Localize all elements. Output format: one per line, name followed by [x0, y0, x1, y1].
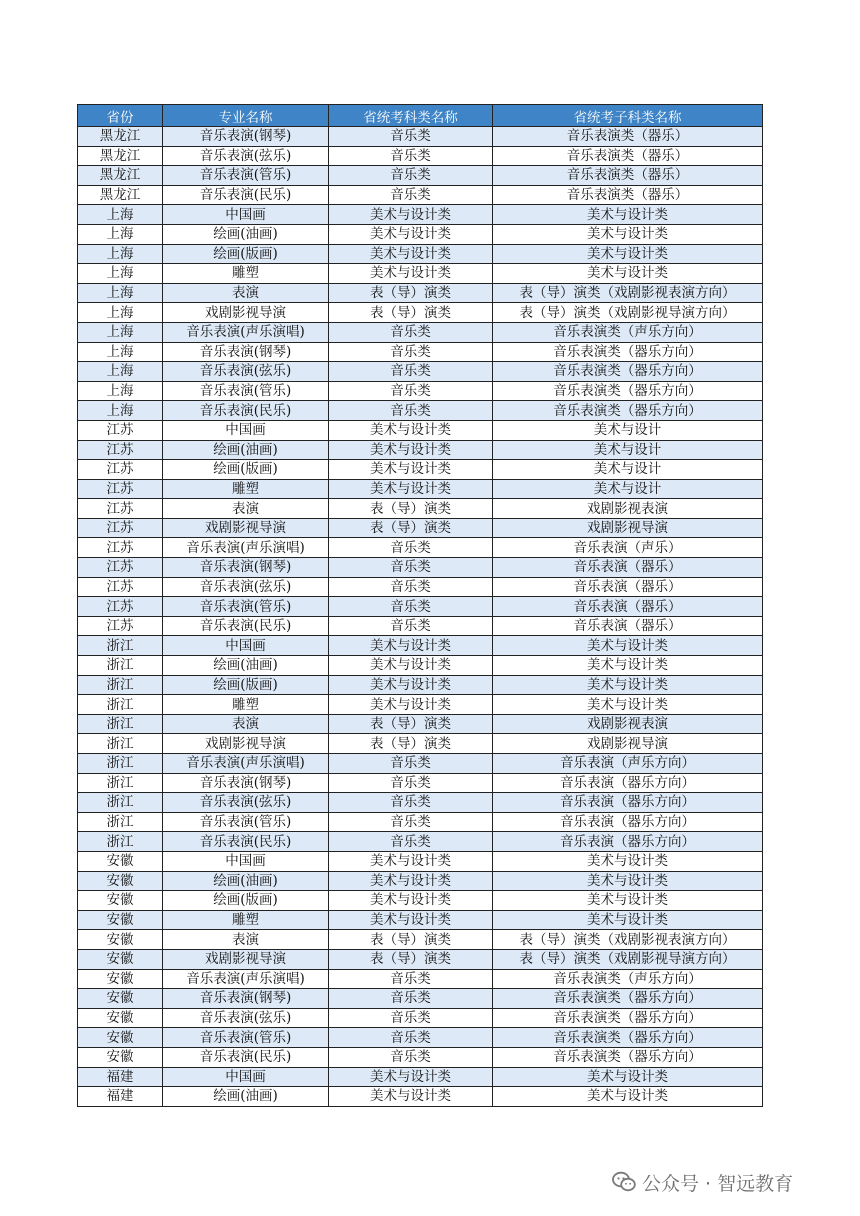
cell-province: 上海	[78, 283, 163, 303]
cell-major: 音乐表演(钢琴)	[163, 127, 329, 147]
cell-category: 美术与设计类	[329, 440, 493, 460]
cell-major: 中国画	[163, 636, 329, 656]
cell-subcategory: 表（导）演类（戏剧影视表演方向）	[493, 283, 763, 303]
cell-province: 浙江	[78, 812, 163, 832]
cell-category: 美术与设计类	[329, 695, 493, 715]
table-row	[78, 793, 763, 813]
table-row	[78, 381, 763, 401]
cell-category: 音乐类	[329, 401, 493, 421]
cell-subcategory: 戏剧影视导演	[493, 518, 763, 538]
cell-category: 美术与设计类	[329, 851, 493, 871]
table-row	[78, 754, 763, 774]
cell-province: 安徽	[78, 910, 163, 930]
wechat-icon	[612, 1171, 636, 1193]
cell-subcategory: 美术与设计类	[493, 695, 763, 715]
cell-major: 戏剧影视导演	[163, 949, 329, 969]
cell-subcategory: 音乐表演类（器乐方向）	[493, 1028, 763, 1048]
cell-category: 美术与设计类	[329, 675, 493, 695]
cell-province: 黑龙江	[78, 146, 163, 166]
cell-province: 上海	[78, 303, 163, 323]
cell-subcategory: 音乐表演类（器乐方向）	[493, 1008, 763, 1028]
cell-major: 中国画	[163, 205, 329, 225]
table-row	[78, 401, 763, 421]
cell-province: 黑龙江	[78, 166, 163, 186]
cell-major: 绘画(油画)	[163, 871, 329, 891]
cell-province: 安徽	[78, 871, 163, 891]
table-row	[78, 440, 763, 460]
table-row	[78, 989, 763, 1009]
cell-subcategory: 音乐表演（器乐）	[493, 597, 763, 617]
table-row	[78, 969, 763, 989]
table-row	[78, 1067, 763, 1087]
table-row	[78, 930, 763, 950]
table-row	[78, 714, 763, 734]
table-row	[78, 224, 763, 244]
cell-province: 安徽	[78, 949, 163, 969]
cell-category: 表（导）演类	[329, 283, 493, 303]
cell-major: 音乐表演(弦乐)	[163, 1008, 329, 1028]
cell-subcategory: 音乐表演（器乐方向）	[493, 793, 763, 813]
cell-subcategory: 美术与设计	[493, 420, 763, 440]
table-row	[78, 656, 763, 676]
cell-province: 江苏	[78, 440, 163, 460]
cell-category: 表（导）演类	[329, 930, 493, 950]
cell-major: 雕塑	[163, 910, 329, 930]
cell-subcategory: 戏剧影视表演	[493, 499, 763, 519]
cell-category: 美术与设计类	[329, 224, 493, 244]
header-category: 省统考科类名称	[329, 105, 493, 127]
cell-major: 音乐表演(钢琴)	[163, 342, 329, 362]
cell-subcategory: 音乐表演类（器乐）	[493, 127, 763, 147]
cell-category: 美术与设计类	[329, 244, 493, 264]
cell-major: 戏剧影视导演	[163, 518, 329, 538]
cell-major: 表演	[163, 499, 329, 519]
cell-province: 上海	[78, 205, 163, 225]
cell-province: 江苏	[78, 499, 163, 519]
cell-category: 音乐类	[329, 1047, 493, 1067]
cell-subcategory: 美术与设计	[493, 460, 763, 480]
table-row	[78, 1047, 763, 1067]
cell-category: 音乐类	[329, 127, 493, 147]
cell-province: 上海	[78, 322, 163, 342]
cell-subcategory: 美术与设计类	[493, 205, 763, 225]
cell-subcategory: 音乐表演类（器乐方向）	[493, 342, 763, 362]
cell-subcategory: 美术与设计类	[493, 910, 763, 930]
cell-category: 音乐类	[329, 342, 493, 362]
cell-subcategory: 音乐表演（器乐方向）	[493, 812, 763, 832]
cell-major: 雕塑	[163, 695, 329, 715]
cell-category: 美术与设计类	[329, 891, 493, 911]
cell-major: 音乐表演(民乐)	[163, 185, 329, 205]
cell-subcategory: 美术与设计类	[493, 891, 763, 911]
cell-category: 音乐类	[329, 166, 493, 186]
cell-category: 音乐类	[329, 577, 493, 597]
cell-subcategory: 美术与设计类	[493, 851, 763, 871]
cell-major: 音乐表演(管乐)	[163, 166, 329, 186]
cell-major: 戏剧影视导演	[163, 303, 329, 323]
cell-province: 浙江	[78, 734, 163, 754]
cell-major: 音乐表演(钢琴)	[163, 558, 329, 578]
cell-category: 音乐类	[329, 362, 493, 382]
cell-province: 浙江	[78, 636, 163, 656]
cell-major: 音乐表演(钢琴)	[163, 989, 329, 1009]
cell-subcategory: 美术与设计类	[493, 244, 763, 264]
cell-category: 音乐类	[329, 1028, 493, 1048]
cell-province: 江苏	[78, 479, 163, 499]
cell-category: 美术与设计类	[329, 264, 493, 284]
cell-province: 江苏	[78, 460, 163, 480]
cell-major: 绘画(油画)	[163, 224, 329, 244]
cell-category: 表（导）演类	[329, 714, 493, 734]
cell-category: 表（导）演类	[329, 949, 493, 969]
cell-major: 绘画(版画)	[163, 891, 329, 911]
table-row	[78, 499, 763, 519]
cell-category: 音乐类	[329, 989, 493, 1009]
table-row	[78, 362, 763, 382]
cell-major: 音乐表演(弦乐)	[163, 362, 329, 382]
table-row	[78, 185, 763, 205]
table-body	[78, 127, 763, 1107]
table-row	[78, 851, 763, 871]
cell-major: 音乐表演(管乐)	[163, 381, 329, 401]
cell-subcategory: 音乐表演类（声乐方向）	[493, 969, 763, 989]
table-row	[78, 322, 763, 342]
cell-province: 黑龙江	[78, 185, 163, 205]
cell-subcategory: 音乐表演类（器乐）	[493, 185, 763, 205]
cell-subcategory: 美术与设计类	[493, 1087, 763, 1107]
cell-subcategory: 音乐表演类（器乐方向）	[493, 989, 763, 1009]
cell-subcategory: 美术与设计类	[493, 656, 763, 676]
table-row	[78, 597, 763, 617]
cell-major: 绘画(版画)	[163, 460, 329, 480]
table-row	[78, 1028, 763, 1048]
cell-province: 安徽	[78, 1047, 163, 1067]
cell-category: 美术与设计类	[329, 656, 493, 676]
cell-category: 表（导）演类	[329, 499, 493, 519]
cell-major: 戏剧影视导演	[163, 734, 329, 754]
table-row	[78, 146, 763, 166]
header-row	[78, 105, 763, 127]
cell-major: 音乐表演(民乐)	[163, 832, 329, 852]
cell-category: 美术与设计类	[329, 1067, 493, 1087]
cell-province: 上海	[78, 244, 163, 264]
table-row	[78, 695, 763, 715]
table-row	[78, 1008, 763, 1028]
table-row	[78, 303, 763, 323]
cell-major: 中国画	[163, 420, 329, 440]
table-header	[78, 105, 763, 127]
cell-category: 美术与设计类	[329, 1087, 493, 1107]
cell-province: 安徽	[78, 1028, 163, 1048]
cell-province: 浙江	[78, 754, 163, 774]
table-row	[78, 891, 763, 911]
cell-major: 音乐表演(民乐)	[163, 616, 329, 636]
header-province: 省份	[78, 105, 163, 127]
watermark	[612, 1168, 793, 1196]
table-row	[78, 283, 763, 303]
table-row	[78, 460, 763, 480]
cell-subcategory: 美术与设计类	[493, 224, 763, 244]
cell-major: 雕塑	[163, 479, 329, 499]
table-row	[78, 949, 763, 969]
table-row	[78, 871, 763, 891]
cell-major: 音乐表演(弦乐)	[163, 793, 329, 813]
cell-subcategory: 音乐表演类（器乐）	[493, 166, 763, 186]
cell-category: 音乐类	[329, 754, 493, 774]
table-row	[78, 518, 763, 538]
cell-major: 绘画(版画)	[163, 244, 329, 264]
art-major-table	[77, 104, 763, 1107]
cell-category: 音乐类	[329, 832, 493, 852]
table-row	[78, 734, 763, 754]
cell-subcategory: 表（导）演类（戏剧影视导演方向）	[493, 303, 763, 323]
table-row	[78, 910, 763, 930]
cell-subcategory: 美术与设计类	[493, 675, 763, 695]
cell-category: 美术与设计类	[329, 420, 493, 440]
cell-major: 表演	[163, 930, 329, 950]
cell-major: 绘画(油画)	[163, 440, 329, 460]
cell-subcategory: 表（导）演类（戏剧影视导演方向）	[493, 949, 763, 969]
table-row	[78, 538, 763, 558]
cell-subcategory: 音乐表演类（器乐）	[493, 146, 763, 166]
cell-category: 表（导）演类	[329, 734, 493, 754]
table-row	[78, 636, 763, 656]
cell-province: 安徽	[78, 989, 163, 1009]
cell-category: 音乐类	[329, 1008, 493, 1028]
cell-category: 音乐类	[329, 146, 493, 166]
cell-major: 表演	[163, 283, 329, 303]
cell-major: 音乐表演(声乐演唱)	[163, 754, 329, 774]
cell-province: 安徽	[78, 891, 163, 911]
cell-subcategory: 音乐表演（器乐）	[493, 616, 763, 636]
cell-major: 音乐表演(弦乐)	[163, 146, 329, 166]
cell-subcategory: 美术与设计	[493, 440, 763, 460]
table-row	[78, 832, 763, 852]
cell-major: 雕塑	[163, 264, 329, 284]
cell-subcategory: 音乐表演类（器乐方向）	[493, 401, 763, 421]
cell-subcategory: 音乐表演（器乐方向）	[493, 832, 763, 852]
cell-category: 美术与设计类	[329, 205, 493, 225]
cell-major: 中国画	[163, 1067, 329, 1087]
cell-subcategory: 音乐表演类（器乐方向）	[493, 362, 763, 382]
cell-category: 表（导）演类	[329, 303, 493, 323]
cell-subcategory: 美术与设计	[493, 479, 763, 499]
table-row	[78, 342, 763, 362]
cell-province: 安徽	[78, 1008, 163, 1028]
cell-subcategory: 美术与设计类	[493, 1067, 763, 1087]
cell-province: 江苏	[78, 420, 163, 440]
cell-major: 音乐表演(声乐演唱)	[163, 969, 329, 989]
cell-category: 音乐类	[329, 793, 493, 813]
cell-major: 表演	[163, 714, 329, 734]
cell-major: 音乐表演(声乐演唱)	[163, 538, 329, 558]
cell-subcategory: 戏剧影视导演	[493, 734, 763, 754]
cell-province: 黑龙江	[78, 127, 163, 147]
cell-subcategory: 音乐表演（器乐）	[493, 558, 763, 578]
cell-category: 音乐类	[329, 381, 493, 401]
table-row	[78, 558, 763, 578]
cell-province: 浙江	[78, 656, 163, 676]
cell-subcategory: 音乐表演类（器乐方向）	[493, 1047, 763, 1067]
watermark-text: 公众号 · 智远教育	[642, 1172, 794, 1195]
cell-province: 浙江	[78, 714, 163, 734]
cell-category: 美术与设计类	[329, 479, 493, 499]
cell-category: 音乐类	[329, 597, 493, 617]
cell-major: 音乐表演(民乐)	[163, 1047, 329, 1067]
cell-province: 江苏	[78, 538, 163, 558]
table-row	[78, 205, 763, 225]
table-row	[78, 166, 763, 186]
header-subcategory: 省统考子科类名称	[493, 105, 763, 127]
cell-major: 音乐表演(声乐演唱)	[163, 322, 329, 342]
cell-category: 美术与设计类	[329, 910, 493, 930]
cell-category: 音乐类	[329, 773, 493, 793]
table-row	[78, 127, 763, 147]
cell-subcategory: 音乐表演（器乐方向）	[493, 773, 763, 793]
cell-category: 美术与设计类	[329, 460, 493, 480]
cell-major: 中国画	[163, 851, 329, 871]
cell-category: 音乐类	[329, 812, 493, 832]
table-container	[77, 104, 762, 1107]
cell-province: 江苏	[78, 558, 163, 578]
cell-subcategory: 音乐表演类（声乐方向）	[493, 322, 763, 342]
cell-province: 安徽	[78, 851, 163, 871]
cell-subcategory: 美术与设计类	[493, 871, 763, 891]
table-row	[78, 420, 763, 440]
cell-province: 上海	[78, 401, 163, 421]
cell-subcategory: 音乐表演类（器乐方向）	[493, 381, 763, 401]
cell-major: 绘画(油画)	[163, 1087, 329, 1107]
cell-province: 安徽	[78, 930, 163, 950]
cell-province: 福建	[78, 1087, 163, 1107]
table-row	[78, 577, 763, 597]
table-row	[78, 675, 763, 695]
cell-major: 音乐表演(民乐)	[163, 401, 329, 421]
table-row	[78, 812, 763, 832]
cell-province: 江苏	[78, 577, 163, 597]
cell-province: 上海	[78, 381, 163, 401]
table-row	[78, 616, 763, 636]
cell-major: 绘画(油画)	[163, 656, 329, 676]
cell-province: 浙江	[78, 832, 163, 852]
cell-category: 音乐类	[329, 538, 493, 558]
cell-subcategory: 美术与设计类	[493, 264, 763, 284]
cell-subcategory: 美术与设计类	[493, 636, 763, 656]
cell-province: 江苏	[78, 597, 163, 617]
cell-province: 江苏	[78, 616, 163, 636]
cell-province: 上海	[78, 264, 163, 284]
table-row	[78, 1087, 763, 1107]
table-row	[78, 264, 763, 284]
cell-province: 上海	[78, 224, 163, 244]
table-row	[78, 773, 763, 793]
cell-category: 美术与设计类	[329, 636, 493, 656]
cell-major: 音乐表演(管乐)	[163, 597, 329, 617]
cell-major: 音乐表演(弦乐)	[163, 577, 329, 597]
cell-major: 绘画(版画)	[163, 675, 329, 695]
cell-province: 浙江	[78, 675, 163, 695]
cell-category: 音乐类	[329, 322, 493, 342]
cell-subcategory: 音乐表演（器乐）	[493, 577, 763, 597]
cell-province: 上海	[78, 342, 163, 362]
cell-province: 上海	[78, 362, 163, 382]
cell-province: 福建	[78, 1067, 163, 1087]
cell-subcategory: 表（导）演类（戏剧影视表演方向）	[493, 930, 763, 950]
cell-category: 音乐类	[329, 185, 493, 205]
cell-category: 音乐类	[329, 558, 493, 578]
cell-category: 表（导）演类	[329, 518, 493, 538]
cell-major: 音乐表演(管乐)	[163, 812, 329, 832]
cell-subcategory: 音乐表演（声乐）	[493, 538, 763, 558]
table-row	[78, 479, 763, 499]
cell-subcategory: 音乐表演（声乐方向）	[493, 754, 763, 774]
cell-province: 江苏	[78, 518, 163, 538]
cell-category: 音乐类	[329, 969, 493, 989]
cell-major: 音乐表演(管乐)	[163, 1028, 329, 1048]
table-row	[78, 244, 763, 264]
header-major: 专业名称	[163, 105, 329, 127]
cell-major: 音乐表演(钢琴)	[163, 773, 329, 793]
cell-province: 浙江	[78, 695, 163, 715]
cell-province: 安徽	[78, 969, 163, 989]
cell-province: 浙江	[78, 773, 163, 793]
cell-subcategory: 戏剧影视表演	[493, 714, 763, 734]
cell-province: 浙江	[78, 793, 163, 813]
cell-category: 音乐类	[329, 616, 493, 636]
cell-category: 美术与设计类	[329, 871, 493, 891]
